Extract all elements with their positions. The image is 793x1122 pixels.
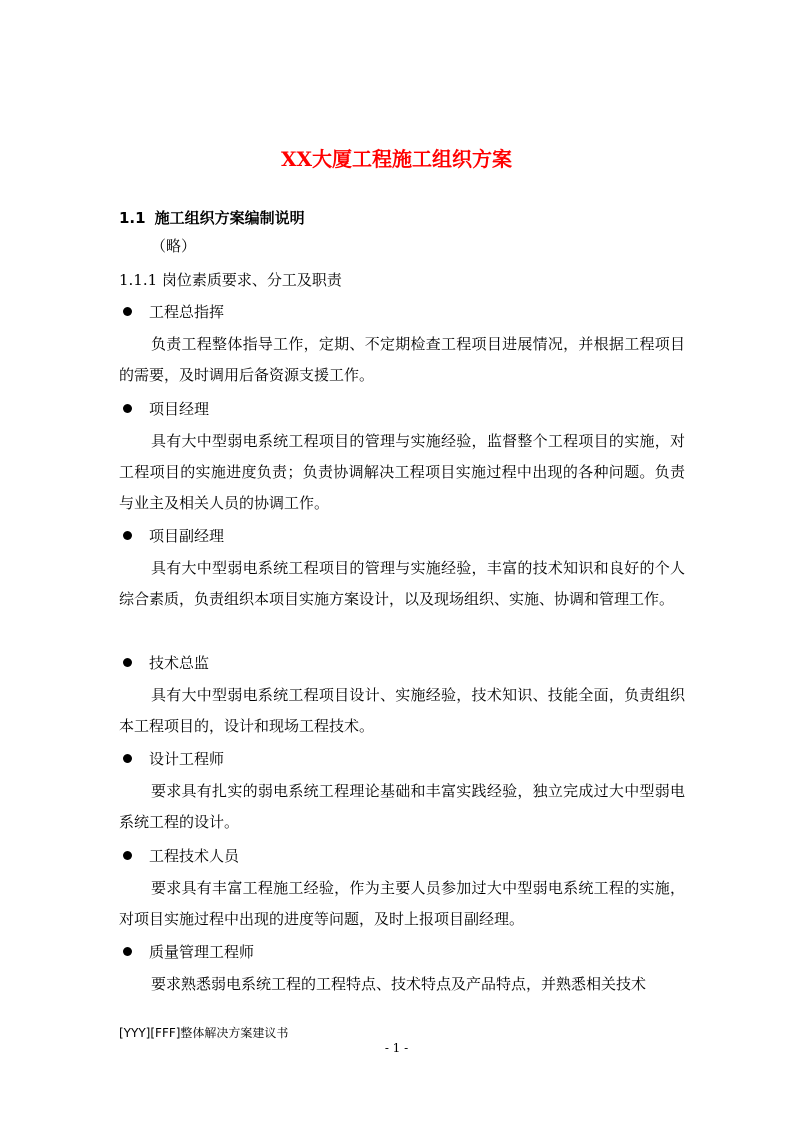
bullet-icon xyxy=(123,851,132,860)
role-description: 要求具有扎实的弱电系统工程理论基础和丰富实践经验，独立完成过大中型弱电系统工程的设计。 xyxy=(119,782,685,831)
section-heading-text: 施工组织方案编制说明 xyxy=(154,209,305,227)
role-name: 项目经理 xyxy=(149,400,210,418)
bullet-icon xyxy=(123,947,132,956)
role-item xyxy=(119,394,209,424)
bullet-icon xyxy=(123,754,132,763)
role-description: 要求熟悉弱电系统工程的工程特点、技术特点及产品特点，并熟悉相关技术 xyxy=(151,975,647,993)
role-item xyxy=(119,648,209,678)
footer-note: [YYY][FFF]整体解决方案建议书 xyxy=(119,1026,289,1040)
role-description: 负责工程整体指导工作，定期、不定期检查工程项目进展情况，并根据工程项目的需要，及时调用后备资源支援工作。 xyxy=(119,335,685,384)
role-item xyxy=(119,744,224,774)
role-name: 项目副经理 xyxy=(149,527,225,545)
role-description: 具有大中型弱电系统工程项目的管理与实施经验，丰富的技术知识和良好的个人综合素质，负责组织本项目实施方案设计，以及现场组织、实施、协调和管理工作。 xyxy=(119,559,685,608)
role-name: 质量管理工程师 xyxy=(149,943,255,961)
role-name: 工程总指挥 xyxy=(149,303,225,321)
page-number: - 1 - xyxy=(384,1041,409,1055)
section-number: 1.1 xyxy=(119,209,146,227)
role-item xyxy=(119,937,254,967)
section-heading xyxy=(119,207,305,228)
bullet-icon xyxy=(123,307,132,316)
role-item xyxy=(119,841,239,871)
bullet-icon xyxy=(123,404,132,413)
section-note: （略） xyxy=(151,237,197,255)
role-name: 技术总监 xyxy=(149,654,210,672)
role-name: 设计工程师 xyxy=(149,750,225,768)
role-item xyxy=(119,297,224,327)
bullet-icon xyxy=(123,531,132,540)
role-item xyxy=(119,521,224,551)
role-name: 工程技术人员 xyxy=(149,847,240,865)
role-description: 要求具有丰富工程施工经验，作为主要人员参加过大中型弱电系统工程的实施，对项目实施过程中出现的进度等问题，及时上报项目副经理。 xyxy=(119,879,685,928)
role-description: 具有大中型弱电系统工程项目设计、实施经验，技术知识、技能全面，负责组织本工程项目的，设计和现场工程技术。 xyxy=(119,686,685,735)
subsection-heading: 1.1.1 岗位素质要求、分工及职责 xyxy=(119,271,342,289)
document-title: XX大厦工程施工组织方案 xyxy=(280,147,513,171)
role-description: 具有大中型弱电系统工程项目的管理与实施经验，监督整个工程项目的实施，对工程项目的实施进度负责；负责协调解决工程项目实施过程中出现的各种问题。负责与业主及相关人员的协调工作。 xyxy=(119,432,685,512)
bullet-icon xyxy=(123,658,132,667)
